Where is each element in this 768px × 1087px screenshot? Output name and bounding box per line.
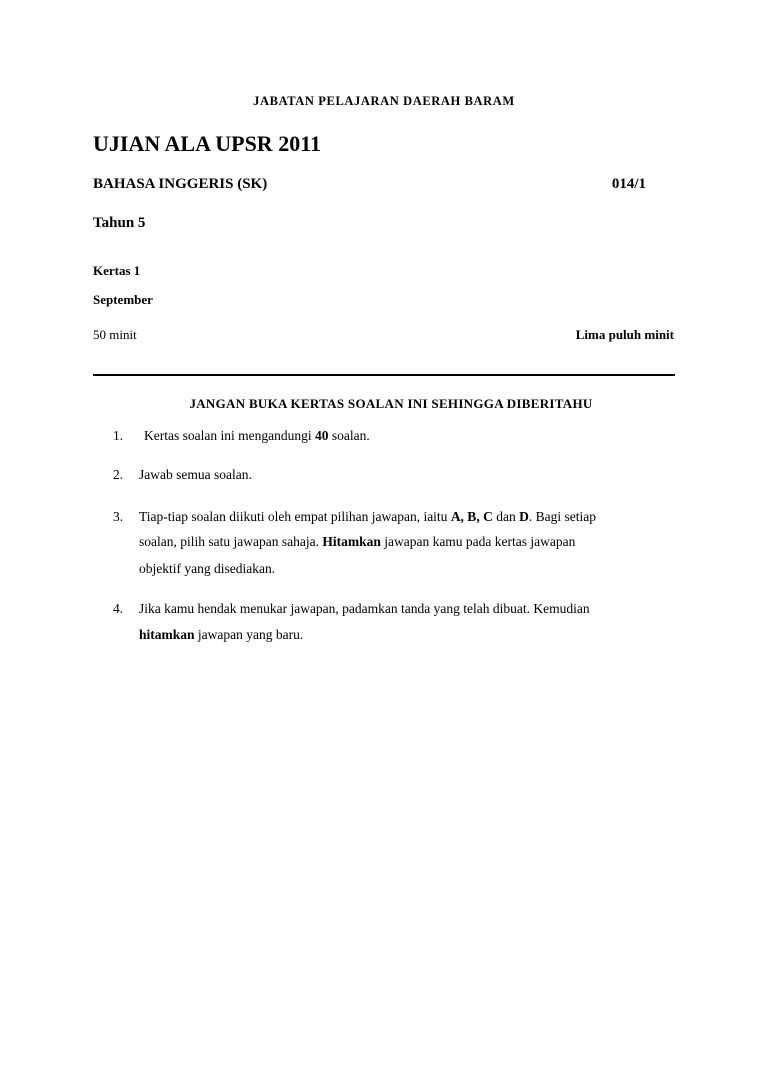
year-level: Tahun 5: [93, 215, 146, 231]
paper-code: 014/1: [611, 176, 646, 192]
instruction-text: [144, 428, 370, 444]
instruction-text-part: . Bagi setiap: [528, 509, 596, 524]
instruction-number: 3.: [113, 509, 124, 524]
instruction-text-part: Tiap-tiap soalan diikuti oleh empat pilihan jawapan, iaitu: [139, 509, 451, 524]
instruction-text-part: soalan, pilih satu jawapan sahaja.: [139, 534, 323, 549]
emphasis-hitamkan: hitamkan: [139, 627, 195, 642]
exam-title: UJIAN ALA UPSR 2011: [93, 131, 321, 156]
instruction-text: Jawab semua soalan.: [139, 467, 252, 482]
instruction-text-line-3: objektif yang disediakan.: [139, 561, 276, 576]
divider-line: [93, 374, 675, 376]
instruction-text-line-2: [139, 534, 575, 550]
instruction-text-part: jawapan kamu pada kertas jawapan: [380, 534, 576, 549]
instruction-number: 4.: [113, 601, 124, 616]
instruction-text-line-1: Jika kamu hendak menukar jawapan, padamkan tanda yang telah dibuat. Kemudian: [139, 601, 590, 616]
duration-in-words: Lima puluh minit: [575, 327, 674, 342]
department-heading: JABATAN PELAJARAN DAERAH BARAM: [253, 94, 515, 108]
instruction-text-part: Kertas soalan ini mengandungi: [144, 428, 315, 443]
option-letter-d: D: [519, 509, 529, 524]
instruction-text-part: soalan.: [328, 428, 370, 443]
paper-number: Kertas 1: [93, 263, 141, 278]
instruction-text-line-2: [139, 627, 303, 643]
duration: 50 minit: [93, 327, 137, 342]
instruction-text-part: jawapan yang baru.: [194, 627, 304, 642]
emphasis-hitamkan: Hitamkan: [322, 534, 381, 549]
instruction-text-line-1: [139, 509, 596, 525]
option-letters: A, B, C: [450, 509, 493, 524]
warning-notice: JANGAN BUKA KERTAS SOALAN INI SEHINGGA DIBERITAHU: [189, 396, 593, 411]
instruction-number: 2.: [113, 467, 124, 482]
exam-month: September: [93, 292, 153, 307]
instruction-number: 1.: [113, 428, 124, 443]
question-count: 40: [314, 428, 329, 443]
subject-name: BAHASA INGGERIS (SK): [93, 176, 268, 192]
instruction-text-part: dan: [492, 509, 520, 524]
